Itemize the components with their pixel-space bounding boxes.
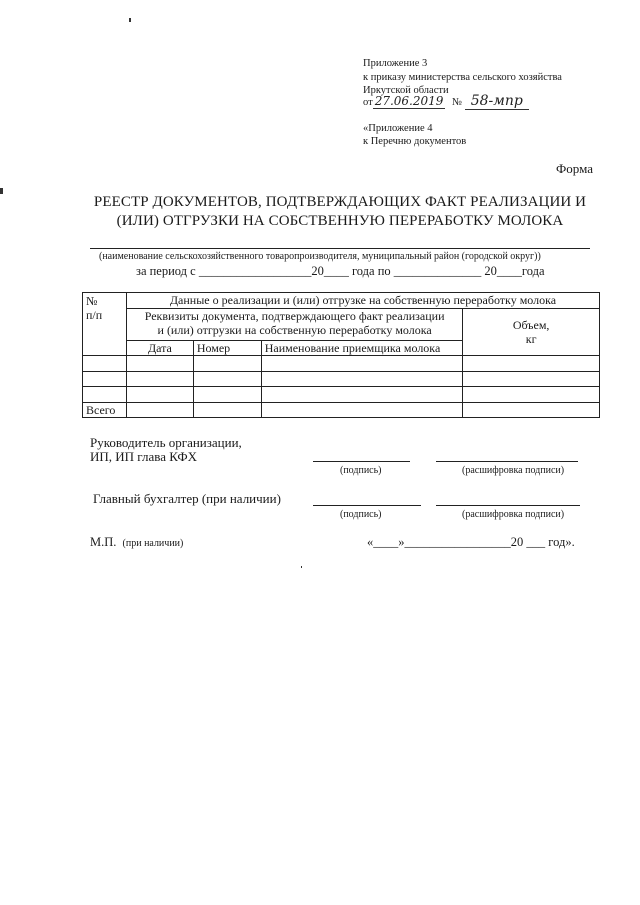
mp-label: М.П. — [90, 535, 117, 549]
table-row — [83, 372, 600, 387]
period-line: за период с __________________20____ года по ______________ 20____года — [136, 264, 545, 278]
register-table — [82, 292, 600, 418]
col-date-header: Дата — [126, 341, 193, 356]
annex4-line-1: «Приложение 4 — [363, 123, 433, 134]
col-number-doc-header: Номер — [193, 341, 261, 356]
head-signature-caption: (подпись) — [340, 465, 382, 476]
col-number-header: № п/п — [83, 293, 127, 356]
accountant-signature-line — [313, 505, 421, 506]
from-prefix: от — [363, 97, 373, 108]
table-row — [83, 387, 600, 403]
accountant-signature-caption: (подпись) — [340, 509, 382, 520]
header-document-requisites: Реквизиты документа, подтверждающего факт реализации и (или) отгрузки на собственную переработку молока — [126, 309, 462, 341]
table-row — [83, 356, 600, 372]
annex-line-3: Иркутской области — [363, 85, 449, 96]
producer-caption: (наименование сельскохозяйственного товаропроизводителя, муниципальный район (городской округ)) — [99, 251, 541, 262]
total-label: Всего — [83, 403, 127, 418]
mp-note: (при наличии) — [122, 538, 184, 549]
accountant-decoding-caption: (расшифровка подписи) — [462, 509, 565, 520]
accountant-decoding-line — [436, 505, 580, 506]
document-title-line-2: (ИЛИ) ОТГРУЗКИ НА СОБСТВЕННУЮ ПЕРЕРАБОТКУ МОЛОКА — [116, 213, 564, 229]
head-decoding-caption: (расшифровка подписи) — [462, 465, 565, 476]
annex4-line-2: к Перечню документов — [363, 136, 467, 147]
head-decoding-line — [436, 461, 578, 462]
handwritten-date: 27.06.2019 — [374, 94, 444, 108]
seal-place — [90, 535, 183, 550]
scan-speck — [129, 18, 131, 22]
total-row — [83, 403, 600, 418]
col-receiver-header: Наименование приемщика молока — [261, 341, 463, 356]
sign-date-line: «____»_________________20 ___ год». — [367, 535, 575, 549]
header-main: Данные о реализации и (или) отгрузке на собственную переработку молока — [126, 293, 599, 309]
producer-name-line — [90, 248, 590, 249]
head-signature-line — [313, 461, 410, 462]
head-title-line-1: Руководитель организации, — [90, 435, 242, 450]
annex-line-2: к приказу министерства сельского хозяйства — [363, 72, 562, 83]
head-title-line-2: ИП, ИП глава КФХ — [90, 449, 197, 464]
annex-order-line — [363, 95, 529, 109]
scan-speck — [0, 188, 3, 194]
header-volume: Объем, кг — [463, 309, 600, 356]
scan-speck — [301, 566, 302, 568]
accountant-title: Главный бухгалтер (при наличии) — [93, 491, 281, 506]
number-prefix: № — [452, 97, 463, 108]
form-label: Форма — [556, 161, 593, 176]
annex-line-1: Приложение 3 — [363, 58, 428, 69]
document-title-line-1: РЕЕСТР ДОКУМЕНТОВ, ПОДТВЕРЖДАЮЩИХ ФАКТ РЕАЛИЗАЦИИ И — [93, 194, 587, 210]
handwritten-number: 58-мпр — [465, 93, 529, 110]
